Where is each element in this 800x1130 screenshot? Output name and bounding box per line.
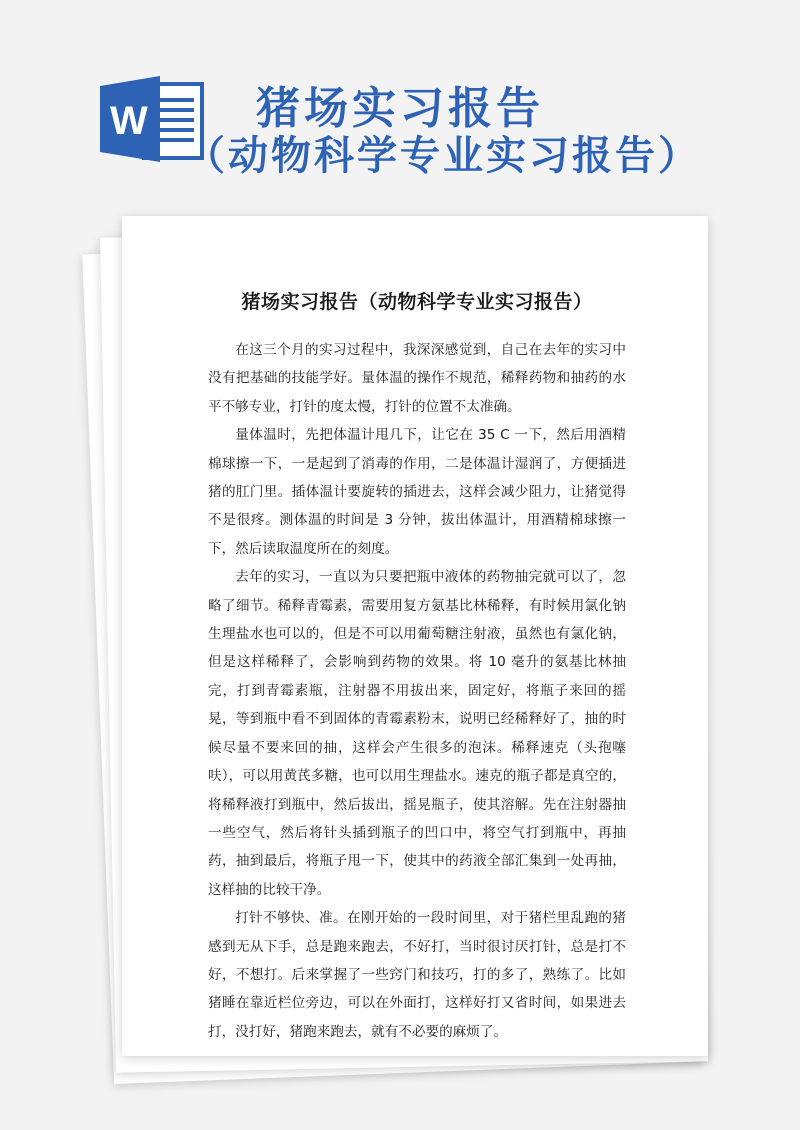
document-page — [122, 216, 708, 1056]
paragraph-1: 在这三个月的实习过程中，我深深感觉到，自己在去年的实习中没有把基础的技能学好。量体温的操作不规范，稀释药物和抽药的水平不够专业，打针的度太慢，打针的位置不太准确。 — [208, 342, 626, 415]
document-title: 猪场实习报告（动物科学专业实习报告） — [241, 291, 593, 313]
banner-subtitle: （动物科学专业实习报告） — [185, 133, 701, 179]
paragraph-3: 去年的实习，一直以为只要把瓶中液体的药物抽完就可以了，忽略了细节。稀释青霉素，需要用复方氨基比林稀释，有时候用氯化钠生理盐水也可以的，但是不可以用葡萄糖注射液，虽然也有氯化钠，但是这样稀释了，会影响到药物的效果。将 10 毫升的氨基比林抽完，打到青霉素瓶，注射器不用拔出来，固定好，将瓶子来回的摇晃，等到瓶中看不到固体的青霉素粉末，说明已经稀释好了，抽的时候尽量不要来回的抽，这样会产生很多的泡沫。稀释速克（头孢噻呋），可以用黄芪多糖，也可以用生理盐水。速克的瓶子都是真空的，将稀释液打到瓶中，然后拔出，摇晃瓶子，使其溶解。先在注射器抽一些空气，然后将针头插到瓶子的凹口中，将空气打到瓶中，再抽药，抽到最后，将瓶子甩一下，使其中的药液全部汇集到一处再抽，这样抽的比较干净。 — [208, 569, 626, 898]
paragraph-2: 量体温时，先把体温计甩几下，让它在 35 C 一下，然后用酒精棉球擦一下，一是起到了消毒的作用，二是体温计湿润了，方便插进猪的肛门里。插体温计要旋转的插进去，这样会减少阻力，让猪觉得不是很疼。测体温的时间是 3 分钟，拔出体温计，用酒精棉球擦一下，然后读取温度所在的刻度。 — [208, 427, 626, 557]
paragraph-4: 打针不够快、准。在刚开始的一段时间里，对于猪栏里乱跑的猪感到无从下手，总是跑来跑去，不好打，当时很讨厌打针，总是打不好，不想打。后来掌握了一些窍门和技巧，打的多了，熟练了。比如猪睡在靠近栏位旁边，可以在外面打，这样好打又省时间，如果进去打，没打好，猪跑来跑去，就有不必要的麻烦了。 — [208, 910, 626, 1040]
banner-title: 猪场实习报告 — [256, 83, 544, 134]
document-body — [208, 287, 626, 1046]
svg-text:W: W — [110, 99, 148, 143]
